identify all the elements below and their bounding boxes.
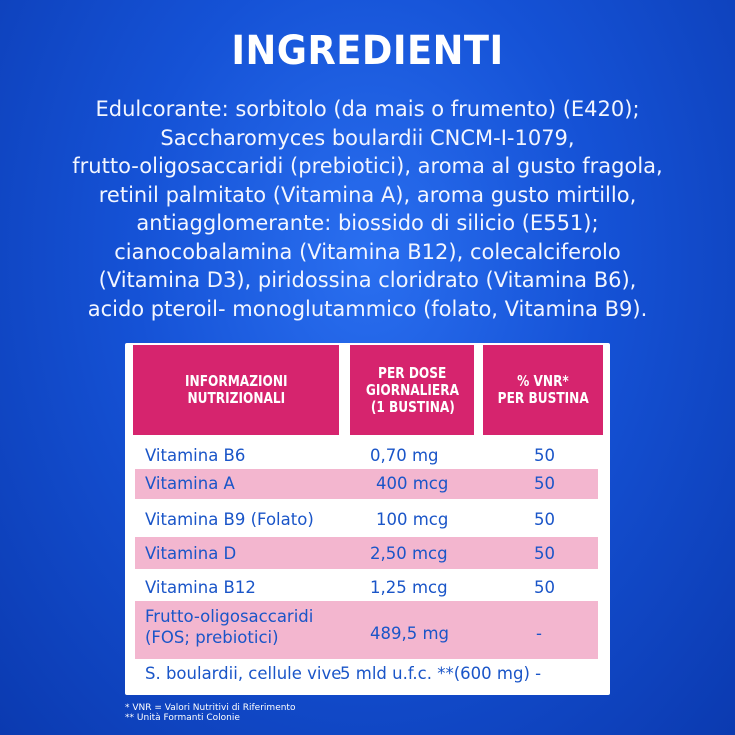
nutrient-vnr: 50 [534, 544, 555, 563]
footnotes [125, 703, 295, 723]
header-line: (1 BUSTINA) [369, 397, 455, 416]
nutrient-vnr: 50 [534, 474, 555, 493]
nutrient-name: Vitamina B9 (Folato) [145, 510, 314, 529]
nutrient-vnr: 50 [534, 578, 555, 597]
nutrient-vnr: 50 [534, 510, 555, 529]
nutrient-vnr: 50 [534, 446, 555, 465]
nutrient-amount: 2,50 mcg [370, 544, 448, 563]
nutrient-amount: 1,25 mcg [370, 578, 448, 597]
table-row [135, 501, 598, 537]
ingredients-line: frutto-oligosaccaridi (prebiotici), aroma al gusto fragola, [72, 154, 663, 178]
table-row [135, 657, 598, 691]
nutrient-name-line: (FOS; prebiotici) [145, 628, 279, 647]
header-nutrition-info [131, 343, 341, 437]
ingredients-line: retinil palmitato (Vitamina A), aroma gusto mirtillo, [98, 182, 637, 207]
table-row [135, 569, 598, 605]
page-title: INGREDIENTI [231, 28, 504, 74]
nutrient-name: Vitamina B12 [145, 578, 256, 597]
table-row [135, 537, 598, 569]
header-line: PER DOSE [377, 363, 447, 382]
nutrition-table [125, 343, 610, 695]
nutrient-amount: 489,5 mg [370, 624, 450, 643]
ingredients-line: cianocobalamina (Vitamina B12), colecalciferolo [114, 239, 621, 264]
header-line: INFORMAZIONI [184, 372, 288, 390]
footnote: * VNR = Valori Nutritivi di Riferimento [125, 703, 296, 713]
header-line: GIORNALIERA [365, 380, 459, 399]
nutrient-name [145, 606, 313, 648]
nutrient-name: S. boulardii, cellule vive [145, 664, 342, 683]
footnote: ** Unità Formanti Colonie [125, 713, 240, 723]
header-daily-dose [348, 343, 476, 437]
nutrient-amount: 100 mcg [376, 510, 449, 529]
ingredients-line: acido pteroil- monoglutammico (folato, Vitamina B9). [87, 296, 648, 321]
ingredients-text [30, 95, 705, 323]
nutrient-vnr: - [536, 624, 542, 643]
ingredients-line: Saccharomyces boulardii CNCM-I-1079, [160, 125, 575, 150]
nutrient-name: Vitamina B6 [145, 446, 246, 465]
nutrient-name: Vitamina D [145, 544, 237, 563]
header-line: NUTRIZIONALI [187, 389, 285, 407]
table-row [135, 601, 598, 659]
nutrient-name: Vitamina A [145, 474, 235, 493]
nutrient-name-line: Frutto-oligosaccaridi [145, 607, 314, 626]
ingredients-line: Edulcorante: sorbitolo (da mais o frumento) (E420); [95, 97, 640, 121]
header-line: PER BUSTINA [497, 389, 589, 407]
table-row [135, 469, 598, 499]
header-line: % VNR* [517, 372, 569, 390]
nutrient-amount: 400 mcg [376, 474, 449, 493]
nutrient-amount: 0,70 mg [370, 446, 439, 465]
ingredients-line: (Vitamina D3), piridossina cloridrato (Vitamina B6), [98, 268, 637, 292]
header-vnr [481, 343, 605, 437]
table-row [135, 437, 598, 473]
nutrient-amount: 5 mld u.f.c. **(600 mg) - [340, 664, 542, 683]
ingredients-line: antiagglomerante: biossido di silicio (E551); [136, 211, 599, 235]
